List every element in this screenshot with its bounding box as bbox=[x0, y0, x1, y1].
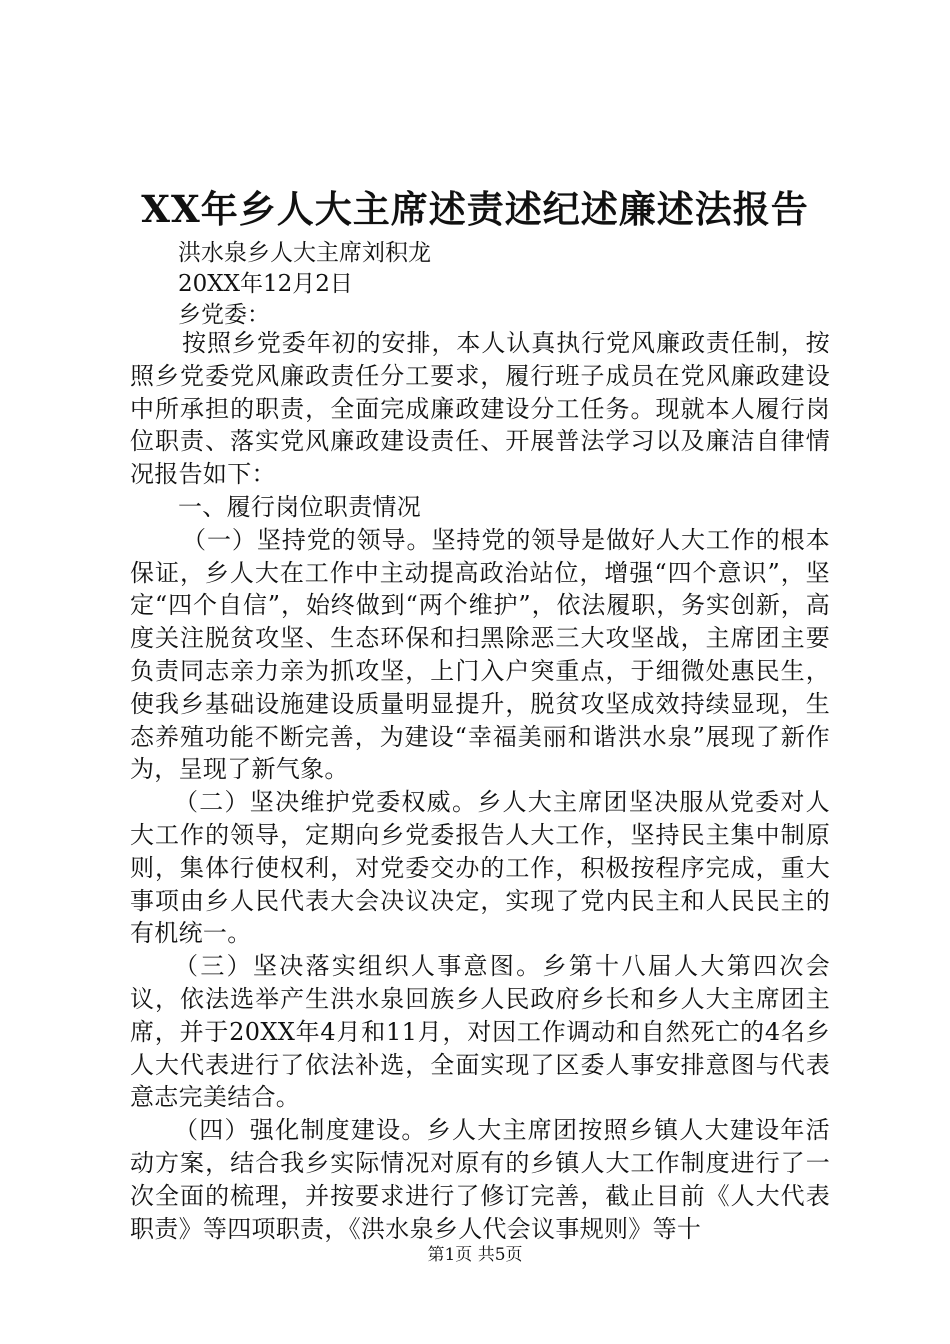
paragraph-4: （四）强化制度建设。乡人大主席团按照乡镇人大建设年活动方案，结合我乡实际情况对原有的乡镇人大工作制度进行了一次全面的梳理，并按要求进行了修订完善，截止目前《人大代表职责》等四项职责，《洪水泉乡人代会议事规则》等十 bbox=[130, 1116, 830, 1243]
paragraph-intro: 按照乡党委年初的安排，本人认真执行党风廉政责任制，按照乡党委党风廉政责任分工要求，履行班子成员在党风廉政建设中所承担的职责，全面完成廉政建设分工任务。现就本人履行岗位职责、落实党风廉政建设责任、开展普法学习以及廉洁自律情况报告如下： bbox=[130, 329, 830, 489]
salutation: 乡党委： bbox=[178, 302, 270, 328]
document-title: XX年乡人大主席述责述纪述廉述法报告 bbox=[141, 187, 809, 231]
author-line: 洪水泉乡人大主席刘积龙 bbox=[178, 240, 431, 266]
paragraph-3: （三）坚决落实组织人事意图。乡第十八届人大第四次会议，依法选举产生洪水泉回族乡人民政府乡长和乡人大主席团主席，并于20XX年4月和11月，对因工作调动和自然死亡的4名乡人大代表进行了依法补选，全面实现了区委人事安排意图与代表意志完美结合。 bbox=[130, 952, 830, 1112]
paragraph-1: （一）坚持党的领导。坚持党的领导是做好人大工作的根本保证，乡人大在工作中主动提高政治站位，增强“四个意识”，坚定“四个自信”，始终做到“两个维护”，依法履职，务实创新，高度关注脱贫攻坚、生态环保和扫黑除恶三大攻坚战，主席团主要负责同志亲力亲为抓攻坚，上门入户突重点，于细微处惠民生，使我乡基础设施建设质量明显提升，脱贫攻坚成效持续显现，生态养殖功能不断完善，为建设“幸福美丽和谐洪水泉”展现了新作为，呈现了新气象。 bbox=[130, 525, 830, 784]
page-footer: 第1页 共5页 bbox=[427, 1245, 523, 1265]
date-line: 20XX年12月2日 bbox=[178, 271, 353, 297]
paragraph-2: （二）坚决维护党委权威。乡人大主席团坚决服从党委对人大工作的领导，定期向乡党委报告人大工作，坚持民主集中制原则，集体行使权利，对党委交办的工作，积极按程序完成，重大事项由乡人民代表大会决议决定，实现了党内民主和人民民主的有机统一。 bbox=[130, 788, 830, 948]
section-heading-1: 一、履行岗位职责情况 bbox=[178, 492, 421, 521]
document-body bbox=[130, 327, 830, 1245]
